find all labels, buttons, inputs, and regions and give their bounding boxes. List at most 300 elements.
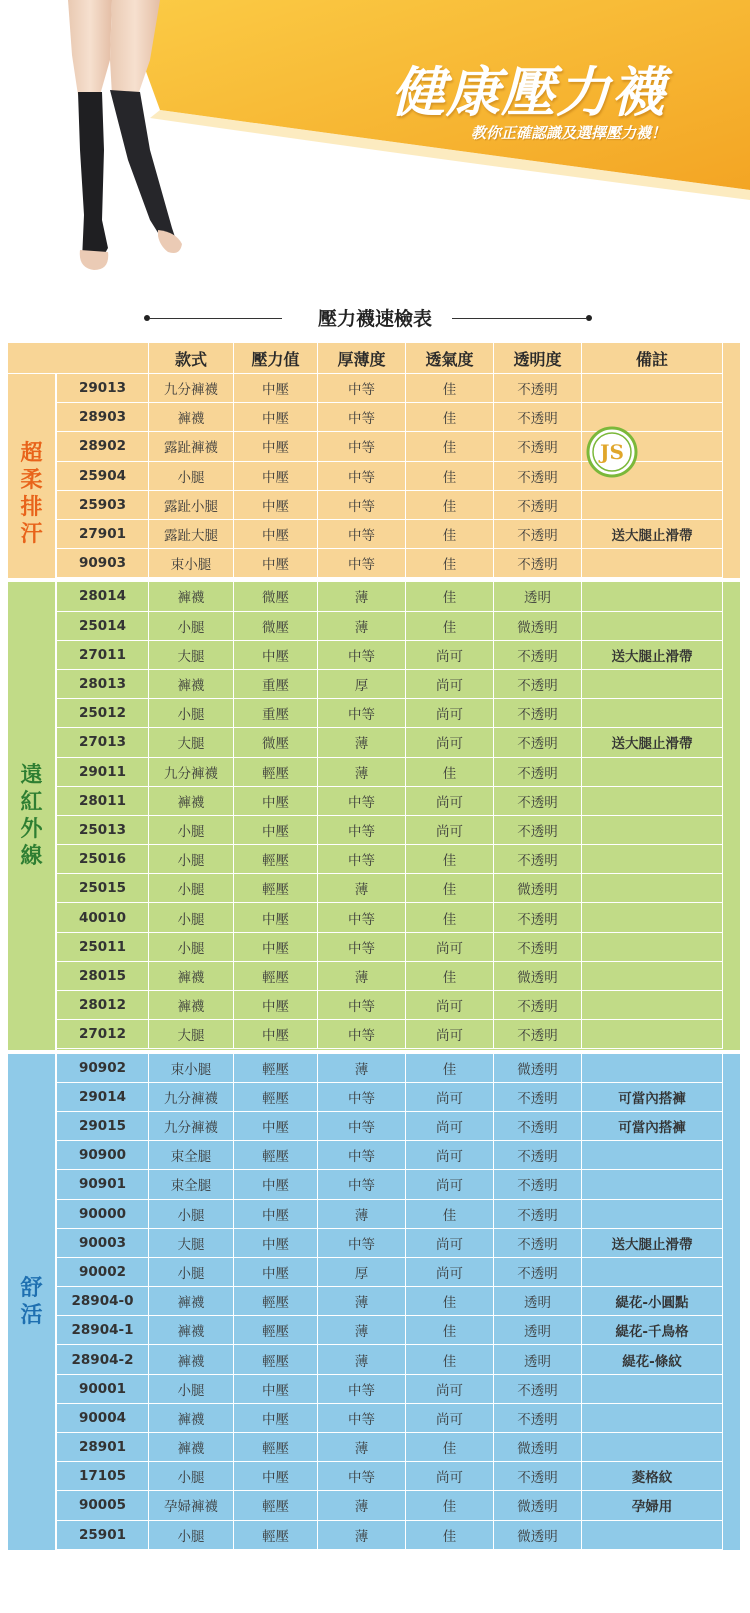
cell-pressure: 輕壓 [234, 962, 318, 991]
table-row [8, 1316, 740, 1345]
table-row [8, 845, 740, 874]
cell-transparency: 不透明 [494, 1229, 582, 1258]
cell-breathability: 尚可 [406, 1462, 494, 1491]
cell-code: 27901 [57, 520, 149, 549]
cell-style: 褲襪 [149, 1433, 234, 1462]
cell-thickness: 薄 [318, 874, 406, 903]
cell-code: 28902 [57, 432, 149, 461]
cell-note: 孕婦用 [582, 1491, 723, 1520]
table-header-row [8, 343, 740, 374]
cell-breathability: 佳 [406, 612, 494, 641]
cell-note [582, 1170, 723, 1199]
group-blue [8, 1054, 740, 1550]
cell-breathability: 佳 [406, 1491, 494, 1520]
cell-style: 小腿 [149, 874, 234, 903]
cell-thickness: 薄 [318, 1521, 406, 1550]
cell-thickness: 中等 [318, 1141, 406, 1170]
cell-style: 小腿 [149, 699, 234, 728]
cell-style: 褲襪 [149, 670, 234, 699]
cell-note [582, 903, 723, 932]
cell-transparency: 不透明 [494, 374, 582, 403]
table-row [8, 699, 740, 728]
cell-transparency: 透明 [494, 582, 582, 611]
cell-pressure: 中壓 [234, 903, 318, 932]
cell-pressure: 中壓 [234, 549, 318, 578]
cell-note [582, 699, 723, 728]
cell-code: 25016 [57, 845, 149, 874]
cell-thickness: 厚 [318, 670, 406, 699]
cell-code: 29011 [57, 758, 149, 787]
cell-code: 29013 [57, 374, 149, 403]
cell-thickness: 中等 [318, 903, 406, 932]
cell-pressure: 中壓 [234, 787, 318, 816]
cell-breathability: 尚可 [406, 1083, 494, 1112]
cell-breathability: 尚可 [406, 670, 494, 699]
table-row [8, 991, 740, 1020]
cell-note [582, 582, 723, 611]
cell-thickness: 中等 [318, 403, 406, 432]
table-row [8, 641, 740, 670]
cell-code: 28013 [57, 670, 149, 699]
cell-note [582, 933, 723, 962]
cell-pressure: 輕壓 [234, 758, 318, 787]
cell-thickness: 薄 [318, 1491, 406, 1520]
cell-style: 九分褲襪 [149, 374, 234, 403]
cell-thickness: 中等 [318, 1020, 406, 1049]
cell-transparency: 不透明 [494, 1170, 582, 1199]
cell-breathability: 尚可 [406, 1170, 494, 1199]
cell-note [582, 612, 723, 641]
group-label-char: 活 [20, 1302, 43, 1328]
table-row [8, 1375, 740, 1404]
cell-breathability: 佳 [406, 1316, 494, 1345]
cell-note: 緹花-小圓點 [582, 1287, 723, 1316]
cell-transparency: 不透明 [494, 845, 582, 874]
cell-style: 小腿 [149, 816, 234, 845]
cell-style: 九分褲襪 [149, 1112, 234, 1141]
table-row [8, 1521, 740, 1550]
header-notes: 備註 [582, 343, 723, 374]
cell-thickness: 薄 [318, 1345, 406, 1374]
cell-pressure: 中壓 [234, 1258, 318, 1287]
cell-pressure: 輕壓 [234, 1316, 318, 1345]
cell-note [582, 962, 723, 991]
cell-breathability: 尚可 [406, 787, 494, 816]
cell-style: 小腿 [149, 1200, 234, 1229]
cell-style: 小腿 [149, 612, 234, 641]
cell-code: 90903 [57, 549, 149, 578]
cell-note [582, 1054, 723, 1083]
cell-note: 菱格紋 [582, 1462, 723, 1491]
cell-pressure: 中壓 [234, 1112, 318, 1141]
cell-code: 25011 [57, 933, 149, 962]
cell-note [582, 1375, 723, 1404]
cell-pressure: 中壓 [234, 374, 318, 403]
table-row [8, 816, 740, 845]
cell-style: 露趾小腿 [149, 491, 234, 520]
cell-thickness: 中等 [318, 1112, 406, 1141]
cell-transparency: 不透明 [494, 520, 582, 549]
cell-transparency: 不透明 [494, 1462, 582, 1491]
cell-breathability: 佳 [406, 491, 494, 520]
cell-code: 28901 [57, 1433, 149, 1462]
cell-thickness: 中等 [318, 374, 406, 403]
cell-style: 小腿 [149, 1521, 234, 1550]
cell-thickness: 厚 [318, 1258, 406, 1287]
cell-code: 28015 [57, 962, 149, 991]
cell-thickness: 中等 [318, 1083, 406, 1112]
cell-note [582, 1258, 723, 1287]
cell-style: 褲襪 [149, 1345, 234, 1374]
cell-transparency: 不透明 [494, 903, 582, 932]
cell-pressure: 中壓 [234, 403, 318, 432]
header-blank-cell [8, 343, 149, 374]
cell-pressure: 輕壓 [234, 874, 318, 903]
cell-thickness: 中等 [318, 432, 406, 461]
cell-transparency: 微透明 [494, 874, 582, 903]
cell-transparency: 不透明 [494, 787, 582, 816]
cell-code: 90004 [57, 1404, 149, 1433]
brand-logo-text: JS [600, 440, 624, 464]
cell-code: 28904-2 [57, 1345, 149, 1374]
cell-code: 25013 [57, 816, 149, 845]
cell-breathability: 佳 [406, 432, 494, 461]
cell-code: 28904-0 [57, 1287, 149, 1316]
table-row [8, 670, 740, 699]
hero-banner [0, 0, 750, 285]
cell-pressure: 中壓 [234, 1020, 318, 1049]
cell-breathability: 佳 [406, 1287, 494, 1316]
cell-pressure: 中壓 [234, 1404, 318, 1433]
cell-transparency: 不透明 [494, 1200, 582, 1229]
cell-note: 緹花-千鳥格 [582, 1316, 723, 1345]
cell-breathability: 佳 [406, 962, 494, 991]
cell-transparency: 不透明 [494, 432, 582, 461]
cell-transparency: 微透明 [494, 612, 582, 641]
cell-note [582, 1020, 723, 1049]
pressure-stocking-table [8, 343, 740, 1550]
cell-pressure: 中壓 [234, 816, 318, 845]
cell-breathability: 尚可 [406, 1229, 494, 1258]
header-pressure: 壓力值 [234, 343, 318, 374]
cell-code: 40010 [57, 903, 149, 932]
cell-note [582, 374, 723, 403]
brand-logo [586, 426, 638, 478]
cell-note [582, 1433, 723, 1462]
table-row [8, 1345, 740, 1374]
cell-style: 褲襪 [149, 1404, 234, 1433]
cell-transparency: 不透明 [494, 1375, 582, 1404]
cell-pressure: 中壓 [234, 1462, 318, 1491]
table-row [8, 1287, 740, 1316]
cell-breathability: 尚可 [406, 699, 494, 728]
cell-transparency: 透明 [494, 1316, 582, 1345]
cell-style: 大腿 [149, 1229, 234, 1258]
cell-transparency: 不透明 [494, 816, 582, 845]
cell-transparency: 微透明 [494, 1491, 582, 1520]
table-row [8, 903, 740, 932]
cell-note [582, 670, 723, 699]
cell-transparency: 不透明 [494, 1404, 582, 1433]
cell-pressure: 重壓 [234, 699, 318, 728]
cell-code: 25904 [57, 462, 149, 491]
cell-code: 27013 [57, 728, 149, 757]
cell-style: 褲襪 [149, 962, 234, 991]
cell-pressure: 輕壓 [234, 1491, 318, 1520]
cell-transparency: 微透明 [494, 1433, 582, 1462]
cell-pressure: 重壓 [234, 670, 318, 699]
title-dot-right [586, 315, 592, 321]
cell-style: 褲襪 [149, 787, 234, 816]
cell-note [582, 1404, 723, 1433]
cell-transparency: 不透明 [494, 1112, 582, 1141]
cell-style: 小腿 [149, 1258, 234, 1287]
cell-pressure: 中壓 [234, 520, 318, 549]
table-row [8, 582, 740, 611]
cell-note [582, 1141, 723, 1170]
cell-breathability: 尚可 [406, 641, 494, 670]
cell-breathability: 佳 [406, 1200, 494, 1229]
cell-breathability: 佳 [406, 1345, 494, 1374]
cell-thickness: 薄 [318, 582, 406, 611]
cell-code: 28904-1 [57, 1316, 149, 1345]
cell-breathability: 佳 [406, 874, 494, 903]
cell-code: 90005 [57, 1491, 149, 1520]
cell-thickness: 中等 [318, 845, 406, 874]
cell-style: 露趾褲襪 [149, 432, 234, 461]
cell-breathability: 佳 [406, 462, 494, 491]
group-label-char: 柔 [20, 468, 43, 493]
cell-breathability: 尚可 [406, 1375, 494, 1404]
cell-thickness: 中等 [318, 699, 406, 728]
cell-style: 九分褲襪 [149, 758, 234, 787]
cell-style: 束全腿 [149, 1141, 234, 1170]
cell-thickness: 中等 [318, 816, 406, 845]
table-row [8, 728, 740, 757]
cell-breathability: 佳 [406, 403, 494, 432]
cell-note [582, 816, 723, 845]
cell-code: 27011 [57, 641, 149, 670]
table-row [8, 758, 740, 787]
cell-pressure: 輕壓 [234, 1345, 318, 1374]
table-row [8, 787, 740, 816]
cell-transparency: 不透明 [494, 641, 582, 670]
cell-transparency: 不透明 [494, 699, 582, 728]
cell-thickness: 中等 [318, 1170, 406, 1199]
cell-transparency: 透明 [494, 1287, 582, 1316]
cell-pressure: 中壓 [234, 1170, 318, 1199]
table-row [8, 874, 740, 903]
cell-transparency: 不透明 [494, 670, 582, 699]
cell-code: 25012 [57, 699, 149, 728]
cell-code: 28012 [57, 991, 149, 1020]
cell-code: 25903 [57, 491, 149, 520]
cell-breathability: 尚可 [406, 1258, 494, 1287]
table-row [8, 1404, 740, 1433]
table-row [8, 1200, 740, 1229]
cell-code: 28903 [57, 403, 149, 432]
group-orange [8, 374, 740, 578]
group-label-char: 舒 [20, 1275, 43, 1301]
cell-style: 束小腿 [149, 1054, 234, 1083]
cell-transparency: 不透明 [494, 1020, 582, 1049]
cell-thickness: 中等 [318, 520, 406, 549]
table-row [8, 1112, 740, 1141]
cell-note: 送大腿止滑帶 [582, 641, 723, 670]
cell-transparency: 微透明 [494, 962, 582, 991]
cell-style: 小腿 [149, 1375, 234, 1404]
group-label-char: 外 [20, 816, 43, 842]
table-row [8, 1141, 740, 1170]
section-title [0, 300, 750, 336]
cell-breathability: 佳 [406, 582, 494, 611]
cell-thickness: 中等 [318, 549, 406, 578]
cell-pressure: 輕壓 [234, 1054, 318, 1083]
cell-transparency: 不透明 [494, 549, 582, 578]
cell-breathability: 尚可 [406, 933, 494, 962]
cell-code: 90000 [57, 1200, 149, 1229]
cell-breathability: 佳 [406, 903, 494, 932]
cell-thickness: 薄 [318, 758, 406, 787]
cell-thickness: 薄 [318, 728, 406, 757]
header-breathability: 透氣度 [406, 343, 494, 374]
cell-pressure: 中壓 [234, 991, 318, 1020]
cell-thickness: 中等 [318, 1375, 406, 1404]
cell-code: 90002 [57, 1258, 149, 1287]
cell-breathability: 尚可 [406, 816, 494, 845]
cell-thickness: 薄 [318, 1433, 406, 1462]
cell-note [582, 491, 723, 520]
cell-thickness: 中等 [318, 991, 406, 1020]
cell-code: 29014 [57, 1083, 149, 1112]
cell-style: 褲襪 [149, 1316, 234, 1345]
cell-note: 送大腿止滑帶 [582, 728, 723, 757]
group-label-char: 汗 [20, 522, 43, 547]
cell-code: 25014 [57, 612, 149, 641]
cell-thickness: 薄 [318, 1054, 406, 1083]
cell-breathability: 佳 [406, 1433, 494, 1462]
cell-pressure: 微壓 [234, 612, 318, 641]
cell-breathability: 佳 [406, 520, 494, 549]
cell-code: 28011 [57, 787, 149, 816]
cell-breathability: 佳 [406, 758, 494, 787]
cell-pressure: 中壓 [234, 432, 318, 461]
table-row [8, 1229, 740, 1258]
table-row [8, 1433, 740, 1462]
cell-thickness: 中等 [318, 491, 406, 520]
group-label-char: 遠 [20, 762, 43, 788]
cell-style: 小腿 [149, 845, 234, 874]
cell-breathability: 尚可 [406, 1141, 494, 1170]
cell-pressure: 輕壓 [234, 1433, 318, 1462]
cell-breathability: 佳 [406, 549, 494, 578]
cell-transparency: 透明 [494, 1345, 582, 1374]
cell-pressure: 輕壓 [234, 1083, 318, 1112]
cell-note: 送大腿止滑帶 [582, 520, 723, 549]
cell-style: 大腿 [149, 641, 234, 670]
table-row [8, 1258, 740, 1287]
cell-note [582, 1521, 723, 1550]
cell-breathability: 尚可 [406, 1020, 494, 1049]
banner-subtitle: 教你正確認識及選擇壓力襪！ [470, 124, 666, 142]
cell-transparency: 不透明 [494, 491, 582, 520]
table-row [8, 520, 740, 549]
table-row [8, 933, 740, 962]
cell-breathability: 佳 [406, 1521, 494, 1550]
banner-title: 健康壓力襪 [391, 61, 666, 124]
cell-style: 小腿 [149, 933, 234, 962]
cell-thickness: 中等 [318, 1404, 406, 1433]
cell-thickness: 中等 [318, 933, 406, 962]
cell-transparency: 微透明 [494, 1054, 582, 1083]
cell-code: 90902 [57, 1054, 149, 1083]
cell-transparency: 不透明 [494, 1258, 582, 1287]
cell-code: 17105 [57, 1462, 149, 1491]
cell-thickness: 薄 [318, 962, 406, 991]
section-title-text: 壓力襪速檢表 [317, 308, 432, 330]
cell-transparency: 不透明 [494, 403, 582, 432]
cell-style: 小腿 [149, 903, 234, 932]
group-green [8, 582, 740, 1049]
cell-style: 束全腿 [149, 1170, 234, 1199]
cell-pressure: 輕壓 [234, 1287, 318, 1316]
cell-thickness: 中等 [318, 1462, 406, 1491]
table-row [8, 612, 740, 641]
cell-style: 褲襪 [149, 1287, 234, 1316]
cell-note [582, 1200, 723, 1229]
cell-breathability: 尚可 [406, 991, 494, 1020]
table-row [8, 962, 740, 991]
header-thickness: 厚薄度 [318, 343, 406, 374]
cell-breathability: 尚可 [406, 728, 494, 757]
cell-code: 25901 [57, 1521, 149, 1550]
table-row [8, 1083, 740, 1112]
cell-style: 褲襪 [149, 582, 234, 611]
cell-transparency: 不透明 [494, 933, 582, 962]
cell-pressure: 輕壓 [234, 1141, 318, 1170]
group-label-char: 超 [20, 441, 43, 466]
cell-thickness: 中等 [318, 787, 406, 816]
cell-pressure: 微壓 [234, 582, 318, 611]
cell-pressure: 中壓 [234, 641, 318, 670]
cell-note [582, 787, 723, 816]
cell-thickness: 中等 [318, 462, 406, 491]
cell-pressure: 輕壓 [234, 845, 318, 874]
cell-note [582, 549, 723, 578]
cell-note: 可當內搭褲 [582, 1083, 723, 1112]
cell-note [582, 874, 723, 903]
header-style: 款式 [149, 343, 234, 374]
table-row [8, 1491, 740, 1520]
cell-transparency: 不透明 [494, 1083, 582, 1112]
cell-code: 90001 [57, 1375, 149, 1404]
table-row [8, 1462, 740, 1491]
cell-style: 大腿 [149, 1020, 234, 1049]
cell-transparency: 不透明 [494, 758, 582, 787]
cell-style: 孕婦褲襪 [149, 1491, 234, 1520]
cell-pressure: 微壓 [234, 728, 318, 757]
table-row [8, 1054, 740, 1083]
cell-pressure: 中壓 [234, 1375, 318, 1404]
cell-note [582, 991, 723, 1020]
cell-code: 90003 [57, 1229, 149, 1258]
cell-thickness: 薄 [318, 1200, 406, 1229]
cell-breathability: 佳 [406, 374, 494, 403]
cell-code: 90901 [57, 1170, 149, 1199]
cell-transparency: 不透明 [494, 1141, 582, 1170]
cell-thickness: 薄 [318, 1287, 406, 1316]
table-row [8, 374, 740, 403]
